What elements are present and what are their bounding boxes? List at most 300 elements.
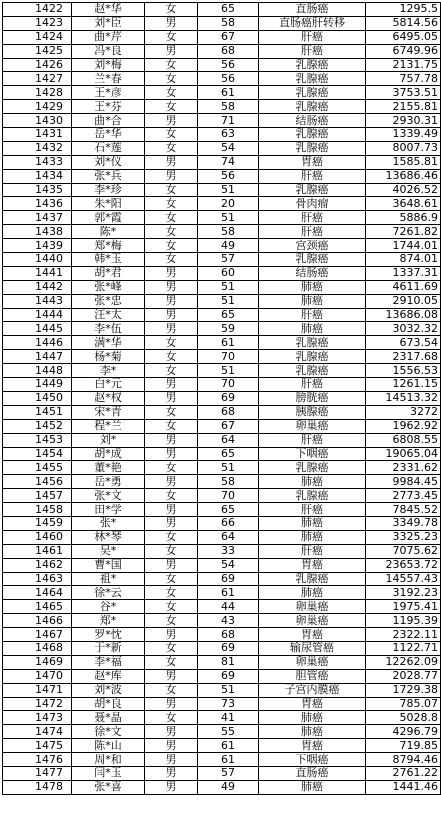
cost-amount-cell: 9984.45 [366, 475, 441, 489]
patient-gender-cell: 女 [145, 364, 198, 378]
table-row [3, 322, 441, 336]
table-row [3, 475, 441, 489]
patient-gender-cell: 女 [145, 58, 198, 72]
cost-amount-cell: 13686.08 [366, 308, 441, 322]
patient-age-cell: 67 [198, 30, 259, 44]
row-number-cell: 1427 [3, 72, 72, 86]
diagnosis-cell: 结肠癌 [259, 266, 366, 280]
row-number-cell: 1473 [3, 711, 72, 725]
patient-gender-cell: 女 [145, 600, 198, 614]
table-row [3, 225, 441, 239]
diagnosis-cell: 肝癌 [259, 308, 366, 322]
row-number-cell: 1430 [3, 114, 72, 128]
table-row [3, 100, 441, 114]
diagnosis-cell: 乳腺癌 [259, 128, 366, 142]
patient-age-cell: 51 [198, 294, 259, 308]
diagnosis-cell: 胆管癌 [259, 669, 366, 683]
table-row [3, 378, 441, 392]
cost-amount-cell: 14557.43 [366, 572, 441, 586]
patient-age-cell: 56 [198, 169, 259, 183]
diagnosis-cell: 乳腺癌 [259, 141, 366, 155]
patient-age-cell: 63 [198, 128, 259, 142]
cost-amount-cell: 4296.79 [366, 725, 441, 739]
diagnosis-cell: 卵巢癌 [259, 614, 366, 628]
diagnosis-cell: 肝癌 [259, 211, 366, 225]
patient-name-cell: 周*和 [72, 753, 145, 767]
diagnosis-cell: 胃癌 [259, 739, 366, 753]
patient-name-cell: 冯*良 [72, 44, 145, 58]
cost-amount-cell: 3192.23 [366, 586, 441, 600]
diagnosis-cell: 肺癌 [259, 280, 366, 294]
table-row [3, 405, 441, 419]
patient-gender-cell: 男 [145, 516, 198, 530]
diagnosis-cell: 肝癌 [259, 544, 366, 558]
diagnosis-cell: 肝癌 [259, 433, 366, 447]
row-number-cell: 1461 [3, 544, 72, 558]
patient-gender-cell: 男 [145, 447, 198, 461]
patient-age-cell: 56 [198, 58, 259, 72]
table-row [3, 544, 441, 558]
row-number-cell: 1458 [3, 503, 72, 517]
table-row [3, 558, 441, 572]
row-number-cell: 1446 [3, 336, 72, 350]
cost-amount-cell: 1261.15 [366, 378, 441, 392]
cost-amount-cell: 1585.81 [366, 155, 441, 169]
patient-name-cell: 曹*国 [72, 558, 145, 572]
patient-name-cell: 朱*阳 [72, 197, 145, 211]
diagnosis-cell: 乳腺癌 [259, 572, 366, 586]
patient-gender-cell: 女 [145, 141, 198, 155]
table-row [3, 266, 441, 280]
row-number-cell: 1428 [3, 86, 72, 100]
patient-name-cell: 程*兰 [72, 419, 145, 433]
cost-amount-cell: 3272 [366, 405, 441, 419]
row-number-cell: 1434 [3, 169, 72, 183]
cost-amount-cell: 14513.32 [366, 391, 441, 405]
patient-gender-cell: 女 [145, 586, 198, 600]
patient-age-cell: 74 [198, 155, 259, 169]
patient-age-cell: 54 [198, 558, 259, 572]
diagnosis-cell: 乳腺癌 [259, 100, 366, 114]
cost-amount-cell: 6808.55 [366, 433, 441, 447]
diagnosis-cell: 结肠癌 [259, 114, 366, 128]
patient-age-cell: 81 [198, 655, 259, 669]
patient-age-cell: 54 [198, 141, 259, 155]
patient-name-cell: 张*喜 [72, 780, 145, 794]
patient-age-cell: 64 [198, 433, 259, 447]
cost-amount-cell: 19065.04 [366, 447, 441, 461]
patient-table-body [3, 3, 441, 795]
row-number-cell: 1426 [3, 58, 72, 72]
row-number-cell: 1464 [3, 586, 72, 600]
table-row [3, 294, 441, 308]
cost-amount-cell: 1295.5 [366, 3, 441, 17]
row-number-cell: 1475 [3, 739, 72, 753]
patient-name-cell: 杨*菊 [72, 350, 145, 364]
patient-name-cell: 石*莲 [72, 141, 145, 155]
patient-name-cell: 胡*成 [72, 447, 145, 461]
patient-age-cell: 58 [198, 225, 259, 239]
row-number-cell: 1472 [3, 697, 72, 711]
diagnosis-cell: 肺癌 [259, 586, 366, 600]
row-number-cell: 1436 [3, 197, 72, 211]
row-number-cell: 1444 [3, 308, 72, 322]
row-number-cell: 1431 [3, 128, 72, 142]
cost-amount-cell: 1556.53 [366, 364, 441, 378]
cost-amount-cell: 1337.31 [366, 266, 441, 280]
cost-amount-cell: 1975.41 [366, 600, 441, 614]
table-row [3, 72, 441, 86]
row-number-cell: 1424 [3, 30, 72, 44]
patient-name-cell: 张* [72, 516, 145, 530]
patient-gender-cell: 女 [145, 461, 198, 475]
diagnosis-cell: 直肠癌肝转移 [259, 16, 366, 30]
diagnosis-cell: 乳腺癌 [259, 58, 366, 72]
row-number-cell: 1466 [3, 614, 72, 628]
table-row [3, 155, 441, 169]
table-row [3, 197, 441, 211]
patient-age-cell: 68 [198, 44, 259, 58]
row-number-cell: 1448 [3, 364, 72, 378]
patient-gender-cell: 女 [145, 572, 198, 586]
table-row [3, 600, 441, 614]
table-row [3, 725, 441, 739]
diagnosis-cell: 肺癌 [259, 322, 366, 336]
patient-name-cell: 刘*臣 [72, 16, 145, 30]
patient-gender-cell: 男 [145, 114, 198, 128]
diagnosis-cell: 乳腺癌 [259, 72, 366, 86]
diagnosis-cell: 下咽癌 [259, 753, 366, 767]
diagnosis-cell: 卵巢癌 [259, 419, 366, 433]
table-row [3, 655, 441, 669]
patient-name-cell: 郑*梅 [72, 239, 145, 253]
diagnosis-cell: 乳腺癌 [259, 489, 366, 503]
cost-amount-cell: 3648.61 [366, 197, 441, 211]
row-number-cell: 1453 [3, 433, 72, 447]
diagnosis-cell: 直肠癌 [259, 766, 366, 780]
patient-name-cell: 郭*霞 [72, 211, 145, 225]
patient-gender-cell: 男 [145, 16, 198, 30]
patient-gender-cell: 女 [145, 350, 198, 364]
table-row [3, 669, 441, 683]
patient-age-cell: 69 [198, 641, 259, 655]
cost-amount-cell: 4026.52 [366, 183, 441, 197]
row-number-cell: 1460 [3, 530, 72, 544]
table-row [3, 128, 441, 142]
patient-name-cell: 罗*忱 [72, 628, 145, 642]
cost-amount-cell: 6749.96 [366, 44, 441, 58]
patient-name-cell: 汪*太 [72, 308, 145, 322]
patient-age-cell: 67 [198, 419, 259, 433]
patient-name-cell: 赵*权 [72, 391, 145, 405]
patient-age-cell: 65 [198, 503, 259, 517]
patient-age-cell: 49 [198, 239, 259, 253]
table-row [3, 489, 441, 503]
table-row [3, 503, 441, 517]
patient-name-cell: 宋*青 [72, 405, 145, 419]
cost-amount-cell: 3325.23 [366, 530, 441, 544]
diagnosis-cell: 乳腺癌 [259, 336, 366, 350]
patient-gender-cell: 女 [145, 641, 198, 655]
cost-amount-cell: 7845.52 [366, 503, 441, 517]
diagnosis-cell: 胃癌 [259, 558, 366, 572]
patient-age-cell: 43 [198, 614, 259, 628]
patient-gender-cell: 女 [145, 655, 198, 669]
row-number-cell: 1432 [3, 141, 72, 155]
patient-age-cell: 66 [198, 516, 259, 530]
patient-name-cell: 李*珍 [72, 183, 145, 197]
row-number-cell: 1450 [3, 391, 72, 405]
patient-gender-cell: 男 [145, 155, 198, 169]
cost-amount-cell: 23653.72 [366, 558, 441, 572]
patient-age-cell: 65 [198, 3, 259, 17]
row-number-cell: 1469 [3, 655, 72, 669]
row-number-cell: 1442 [3, 280, 72, 294]
cost-amount-cell: 8794.46 [366, 753, 441, 767]
diagnosis-cell: 胃癌 [259, 697, 366, 711]
patient-gender-cell: 男 [145, 766, 198, 780]
cost-amount-cell: 3032.32 [366, 322, 441, 336]
patient-name-cell: 韩*玉 [72, 253, 145, 267]
cost-amount-cell: 1729.38 [366, 683, 441, 697]
patient-gender-cell: 男 [145, 558, 198, 572]
patient-gender-cell: 女 [145, 711, 198, 725]
patient-age-cell: 65 [198, 308, 259, 322]
cost-amount-cell: 5814.56 [366, 16, 441, 30]
cost-amount-cell: 785.07 [366, 697, 441, 711]
patient-gender-cell: 男 [145, 391, 198, 405]
patient-gender-cell: 男 [145, 753, 198, 767]
patient-gender-cell: 女 [145, 530, 198, 544]
diagnosis-cell: 胰腺癌 [259, 405, 366, 419]
row-number-cell: 1459 [3, 516, 72, 530]
patient-gender-cell: 女 [145, 3, 198, 17]
patient-name-cell: 李*福 [72, 655, 145, 669]
patient-age-cell: 69 [198, 572, 259, 586]
cost-amount-cell: 2028.77 [366, 669, 441, 683]
patient-name-cell: 张*忠 [72, 294, 145, 308]
patient-age-cell: 61 [198, 739, 259, 753]
patient-age-cell: 65 [198, 447, 259, 461]
patient-age-cell: 57 [198, 766, 259, 780]
patient-name-cell: 刘*仪 [72, 155, 145, 169]
patient-name-cell: 岳*勇 [72, 475, 145, 489]
table-row [3, 683, 441, 697]
cost-amount-cell: 1339.49 [366, 128, 441, 142]
patient-age-cell: 68 [198, 628, 259, 642]
patient-name-cell: 刘* [72, 433, 145, 447]
patient-gender-cell: 女 [145, 30, 198, 44]
cost-amount-cell: 3753.51 [366, 86, 441, 100]
diagnosis-cell: 肺癌 [259, 725, 366, 739]
table-row [3, 211, 441, 225]
patient-age-cell: 61 [198, 336, 259, 350]
diagnosis-cell: 乳腺癌 [259, 253, 366, 267]
patient-gender-cell: 女 [145, 211, 198, 225]
diagnosis-cell: 肺癌 [259, 294, 366, 308]
table-row [3, 711, 441, 725]
table-row [3, 239, 441, 253]
patient-age-cell: 33 [198, 544, 259, 558]
patient-gender-cell: 女 [145, 100, 198, 114]
table-row [3, 253, 441, 267]
cost-amount-cell: 757.78 [366, 72, 441, 86]
row-number-cell: 1457 [3, 489, 72, 503]
patient-gender-cell: 女 [145, 253, 198, 267]
patient-age-cell: 51 [198, 211, 259, 225]
table-row [3, 530, 441, 544]
patient-name-cell: 吴* [72, 544, 145, 558]
table-row [3, 433, 441, 447]
table-row [3, 114, 441, 128]
table-row [3, 572, 441, 586]
patient-age-cell: 69 [198, 669, 259, 683]
patient-name-cell: 林*琴 [72, 530, 145, 544]
table-row [3, 766, 441, 780]
patient-age-cell: 58 [198, 100, 259, 114]
patient-age-cell: 51 [198, 183, 259, 197]
row-number-cell: 1439 [3, 239, 72, 253]
diagnosis-cell: 乳腺癌 [259, 364, 366, 378]
cost-amount-cell: 719.85 [366, 739, 441, 753]
patient-name-cell: 徐*云 [72, 586, 145, 600]
row-number-cell: 1463 [3, 572, 72, 586]
row-number-cell: 1423 [3, 16, 72, 30]
table-row [3, 447, 441, 461]
patient-age-cell: 70 [198, 489, 259, 503]
table-row [3, 3, 441, 17]
patient-name-cell: 胡*良 [72, 697, 145, 711]
diagnosis-cell: 肝癌 [259, 169, 366, 183]
row-number-cell: 1449 [3, 378, 72, 392]
diagnosis-cell: 肺癌 [259, 516, 366, 530]
patient-age-cell: 44 [198, 600, 259, 614]
diagnosis-cell: 乳腺癌 [259, 461, 366, 475]
patient-name-cell: 刘*梅 [72, 58, 145, 72]
patient-age-cell: 51 [198, 461, 259, 475]
patient-gender-cell: 男 [145, 433, 198, 447]
cost-amount-cell: 5028.8 [366, 711, 441, 725]
table-row [3, 586, 441, 600]
table-row [3, 169, 441, 183]
diagnosis-cell: 卵巢癌 [259, 600, 366, 614]
cost-amount-cell: 12262.09 [366, 655, 441, 669]
patient-gender-cell: 女 [145, 489, 198, 503]
table-row [3, 280, 441, 294]
patient-gender-cell: 女 [145, 405, 198, 419]
table-row [3, 183, 441, 197]
patient-name-cell: 张*兵 [72, 169, 145, 183]
cost-amount-cell: 4611.69 [366, 280, 441, 294]
row-number-cell: 1478 [3, 780, 72, 794]
row-number-cell: 1470 [3, 669, 72, 683]
patient-age-cell: 61 [198, 86, 259, 100]
patient-age-cell: 70 [198, 378, 259, 392]
patient-name-cell: 曲*合 [72, 114, 145, 128]
patient-age-cell: 57 [198, 253, 259, 267]
cost-amount-cell: 1441.46 [366, 780, 441, 794]
table-row [3, 350, 441, 364]
patient-name-cell: 岳*华 [72, 128, 145, 142]
table-row [3, 419, 441, 433]
cost-amount-cell: 2761.22 [366, 766, 441, 780]
diagnosis-cell: 卵巢癌 [259, 655, 366, 669]
patient-name-cell: 王*芬 [72, 100, 145, 114]
patient-name-cell: 谷* [72, 600, 145, 614]
patient-gender-cell: 男 [145, 266, 198, 280]
table-row [3, 16, 441, 30]
patient-name-cell: 满*华 [72, 336, 145, 350]
row-number-cell: 1452 [3, 419, 72, 433]
patient-name-cell: 田*学 [72, 503, 145, 517]
diagnosis-cell: 肝癌 [259, 503, 366, 517]
diagnosis-cell: 肝癌 [259, 378, 366, 392]
row-number-cell: 1468 [3, 641, 72, 655]
row-number-cell: 1456 [3, 475, 72, 489]
patient-gender-cell: 男 [145, 739, 198, 753]
cost-amount-cell: 13686.46 [366, 169, 441, 183]
patient-age-cell: 61 [198, 753, 259, 767]
row-number-cell: 1462 [3, 558, 72, 572]
table-row [3, 739, 441, 753]
row-number-cell: 1438 [3, 225, 72, 239]
row-number-cell: 1465 [3, 600, 72, 614]
diagnosis-cell: 胃癌 [259, 628, 366, 642]
patient-gender-cell: 男 [145, 628, 198, 642]
patient-name-cell: 郑* [72, 614, 145, 628]
row-number-cell: 1435 [3, 183, 72, 197]
patient-name-cell: 祖* [72, 572, 145, 586]
patient-gender-cell: 男 [145, 378, 198, 392]
cost-amount-cell: 1744.01 [366, 239, 441, 253]
table-row [3, 141, 441, 155]
patient-name-cell: 李* [72, 364, 145, 378]
patient-gender-cell: 男 [145, 322, 198, 336]
table-row [3, 641, 441, 655]
diagnosis-cell: 肺癌 [259, 475, 366, 489]
cost-amount-cell: 2930.31 [366, 114, 441, 128]
patient-table [2, 2, 441, 795]
row-number-cell: 1455 [3, 461, 72, 475]
cost-amount-cell: 1122.71 [366, 641, 441, 655]
patient-name-cell: 兰*春 [72, 72, 145, 86]
row-number-cell: 1422 [3, 3, 72, 17]
patient-gender-cell: 女 [145, 197, 198, 211]
table-row [3, 308, 441, 322]
patient-age-cell: 69 [198, 391, 259, 405]
patient-gender-cell: 男 [145, 44, 198, 58]
patient-gender-cell: 男 [145, 169, 198, 183]
row-number-cell: 1451 [3, 405, 72, 419]
cost-amount-cell: 2131.75 [366, 58, 441, 72]
cost-amount-cell: 8007.73 [366, 141, 441, 155]
patient-age-cell: 64 [198, 530, 259, 544]
patient-name-cell: 李*伍 [72, 322, 145, 336]
table-row [3, 86, 441, 100]
patient-gender-cell: 女 [145, 128, 198, 142]
patient-age-cell: 73 [198, 697, 259, 711]
patient-gender-cell: 男 [145, 669, 198, 683]
patient-name-cell: 陈*山 [72, 739, 145, 753]
patient-gender-cell: 女 [145, 183, 198, 197]
diagnosis-cell: 下咽癌 [259, 447, 366, 461]
table-row [3, 58, 441, 72]
cost-amount-cell: 2910.05 [366, 294, 441, 308]
table-row [3, 614, 441, 628]
patient-name-cell: 聂*晶 [72, 711, 145, 725]
cost-amount-cell: 2773.45 [366, 489, 441, 503]
cost-amount-cell: 2155.81 [366, 100, 441, 114]
